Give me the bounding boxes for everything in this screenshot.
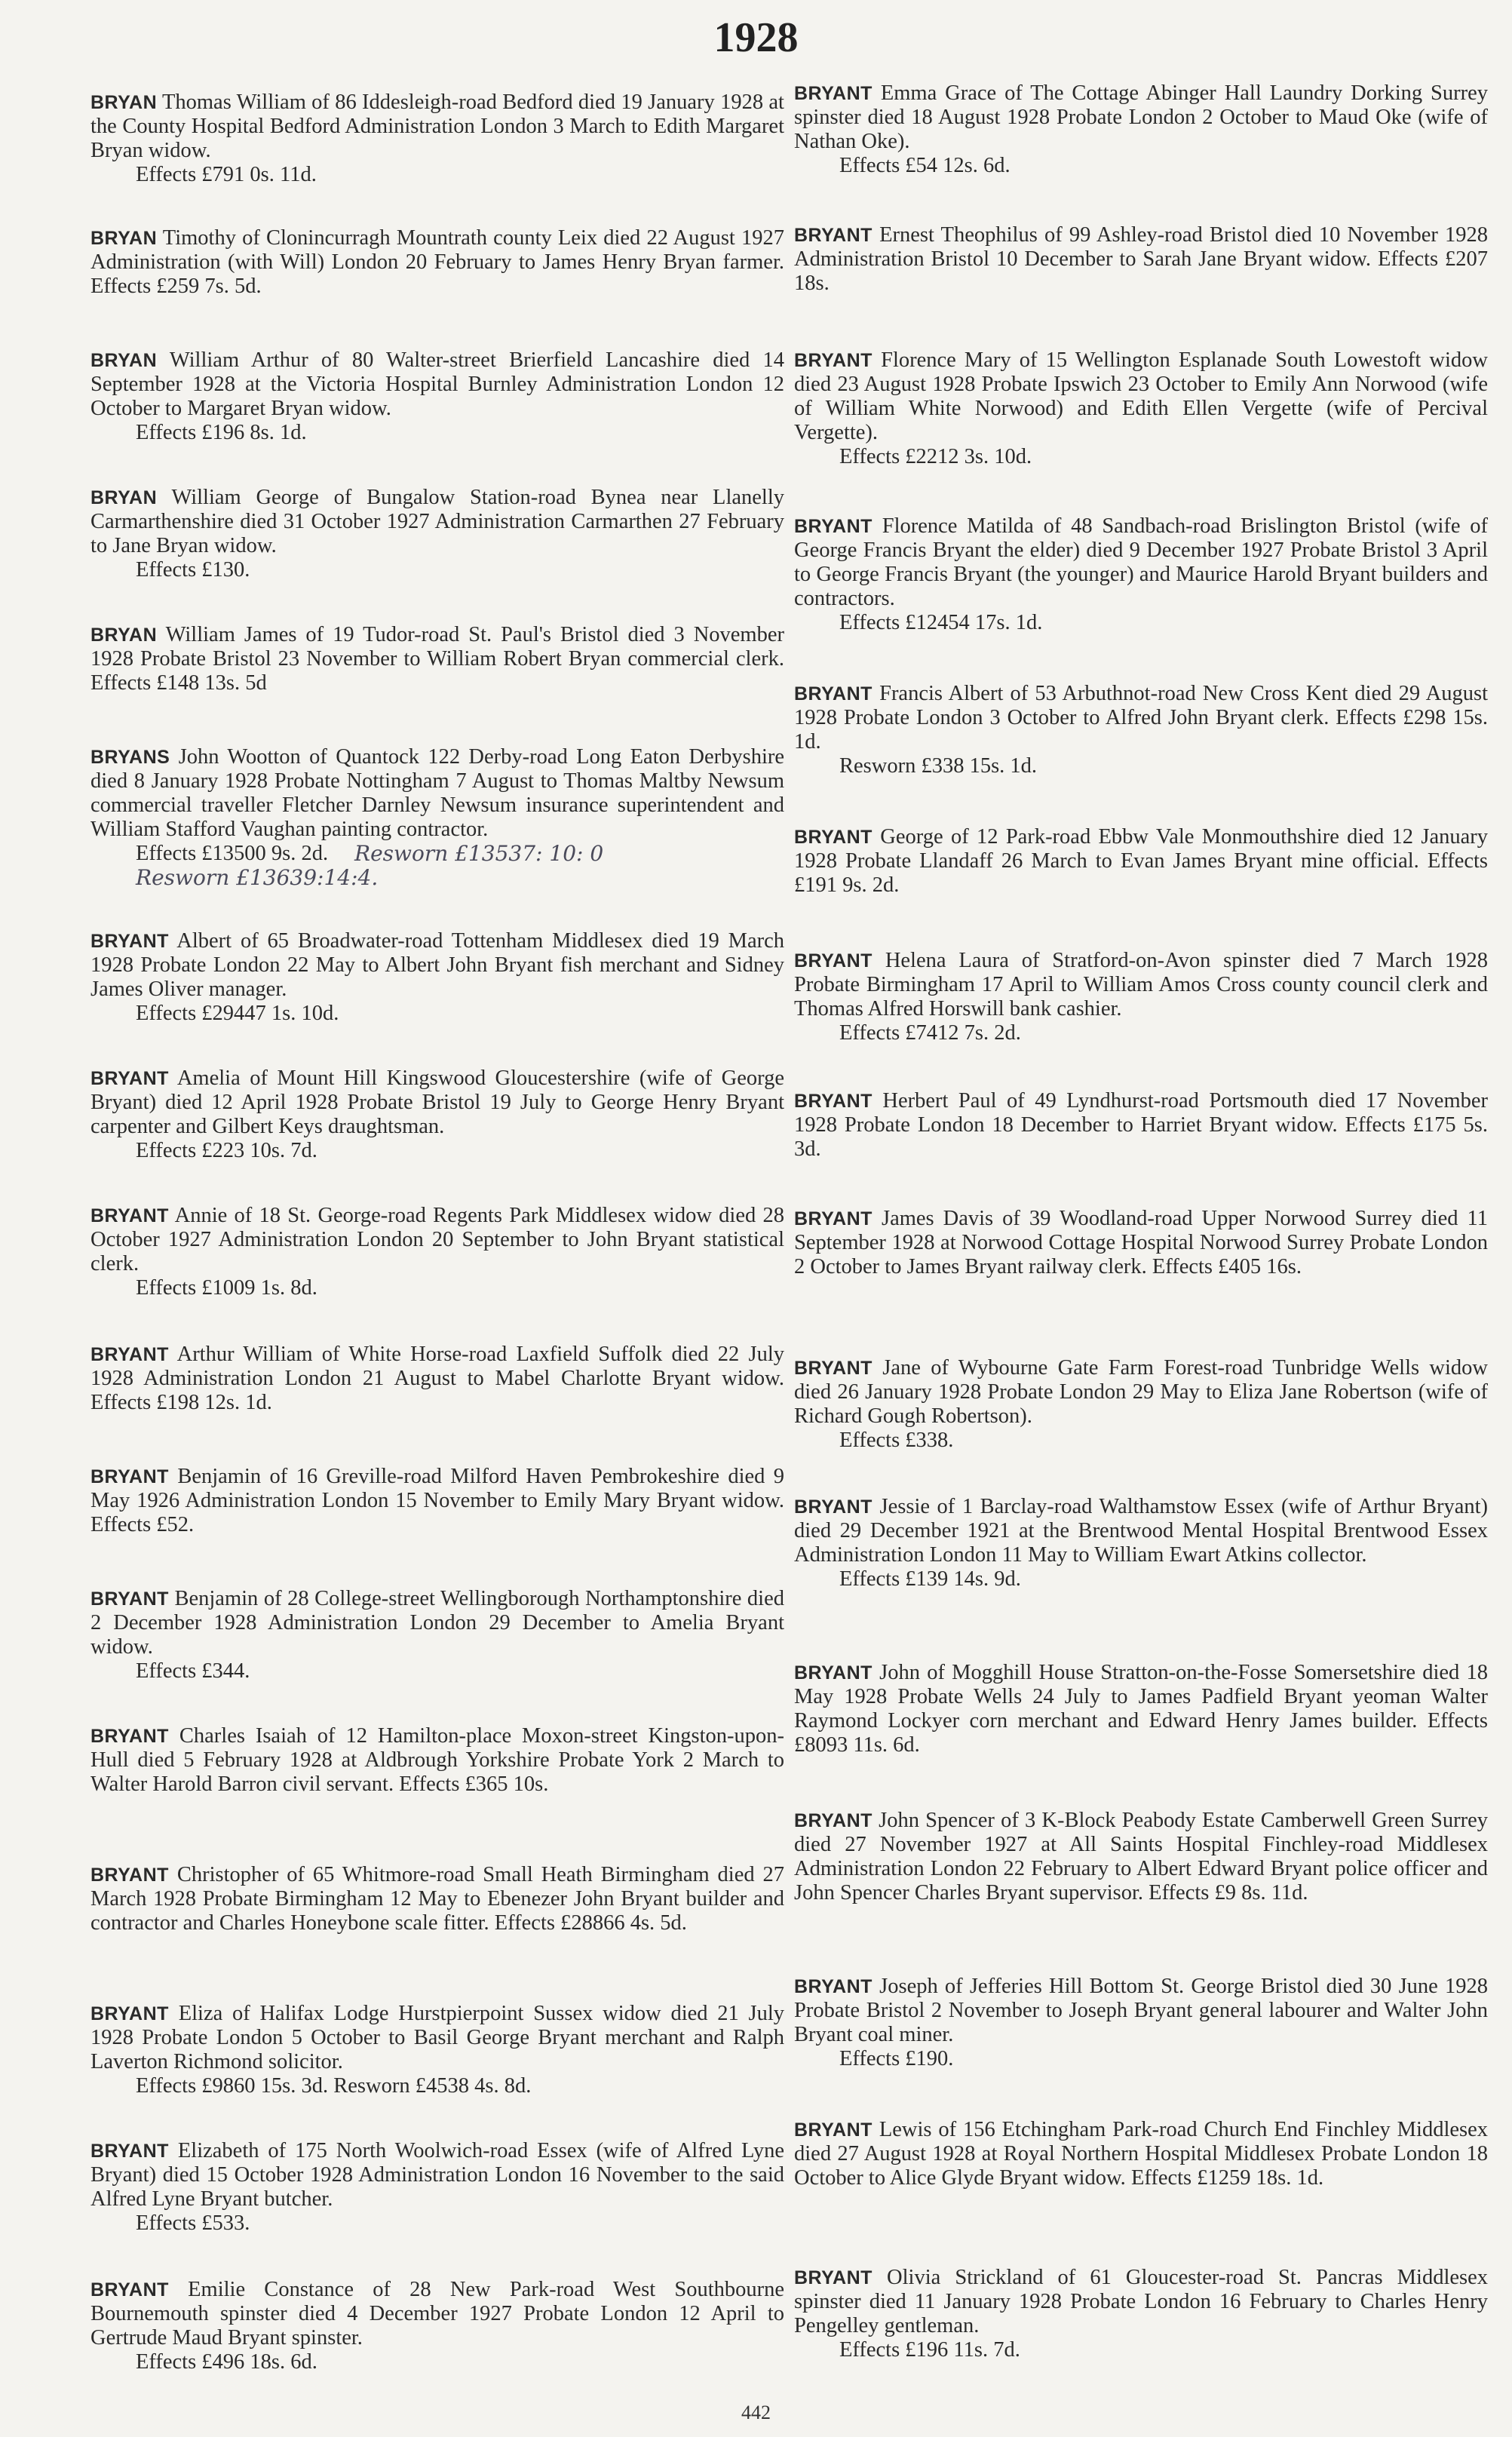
entry-effects: Effects £7412 7s. 2d. [839,1021,1021,1045]
entry-surname: BRYANT [90,1068,169,1089]
register-entry [90,1724,784,1797]
entry-text: Florence Matilda of 48 Sandbach-road Brislington Bristol (wife of George Francis Bryant the elder) died 9 December 1927 Probate Bristol 3 April to George Francis Bryant (the younger) and Maurice Harold Bryant builders and contractors. [794,514,1489,610]
entry-text: Albert of 65 Broadwater-road Tottenham Middlesex died 19 March 1928 Probate London 22 May to Albert John Bryant fish merchant and Sidney James Oliver manager. [90,929,784,1001]
entry-effects: Effects £175 5s. 3d. [794,1113,1488,1161]
register-entry [90,745,784,890]
entry-text: Helena Laura of Stratford-on-Avon spinster died 7 March 1928 Probate Birmingham 17 April to William Amos Cross county council clerk and Thomas Alfred Horswill bank cashier. [794,949,1488,1021]
entry-surname: BRYANT [794,2267,873,2288]
entry-text: John Spencer of 3 K-Block Peabody Estate Camberwell Green Surrey died 27 November 1927 at All Saints Hospital Finchley-road Middlesex Administration London 22 February to Albert Edward Bryant police officer and John Spencer Charles Bryant supervisor. [794,1809,1489,1904]
entry-surname: BRYANT [90,1865,169,1886]
entry-text: Lewis of 156 Etchingham Park-road Church End Finchley Middlesex died 27 August 1928 at Royal Northern Hospital Middlesex Probate London 18 October to Alice Glyde Bryant widow. [794,2118,1489,2190]
entry-effects: Effects £791 0s. 11d. [136,163,317,186]
entry-surname: BRYANT [90,2141,169,2162]
entry-surname: BRYANT [794,1496,873,1518]
entry-effects: Effects £1009 1s. 8d. [136,1276,317,1300]
entry-surname: BRYANT [90,1588,169,1610]
entry-surname: BRYANT [794,1662,873,1683]
register-entry [794,1356,1488,1453]
entry-effects: Effects £405 16s. [1152,1255,1302,1278]
register-entry [794,348,1488,469]
entry-text: Jane of Wybourne Gate Farm Forest-road Tunbridge Wells widow died 26 January 1928 Probate London 29 May to Eliza Jane Robertson (wife of Richard Gough Robertson). [794,1356,1488,1428]
entry-surname: BRYANT [90,1205,169,1226]
entry-text: Emma Grace of The Cottage Abinger Hall Laundry Dorking Surrey spinster died 18 August 1928 Probate London 2 October to Maud Oke (wife of Nathan Oke). [794,81,1488,153]
entry-effects: Effects £496 18s. 6d. [136,2350,317,2374]
entry-effects: Effects £198 12s. 1d. [90,1391,272,1414]
entry-effects: Effects £207 18s. [794,247,1489,295]
register-entry [90,1863,784,1935]
entry-text: Florence Mary of 15 Wellington Esplanade South Lowestoft widow died 23 August 1928 Probate Ipswich 23 October to Emily Ann Norwood (wife of William White Norwood) and Edith Ellen Vergette (wife of Percival Vergette). [794,348,1489,444]
entry-effects-value: Effects £13500 9s. 2d. [136,842,329,865]
entry-effects: Effects £365 10s. [399,1773,549,1796]
register-entry [794,949,1488,1045]
register-entry [794,825,1488,898]
entry-effects: Effects £9860 15s. 3d. Resworn £4538 4s. 8d. [136,2074,532,2098]
entry-surname: BRYAN [90,92,158,113]
entry-effects: Effects £1259 18s. 1d. [1130,2166,1324,2190]
entry-surname: BRYANT [794,225,873,246]
register-entry [90,486,784,582]
entry-effects: Effects £9 8s. 11d. [1149,1881,1308,1904]
entry-effects: Effects £8093 11s. 6d. [794,1709,1489,1757]
register-entry [794,1495,1488,1591]
entry-text: Timothy of Clonincurragh Mountrath county Leix died 22 August 1927 Administration (with Will) London 20 February to James Henry Bryan farmer. [90,226,784,274]
register-entry [794,2118,1488,2190]
entry-text: John Wootton of Quantock 122 Derby-road Long Eaton Derbyshire died 8 January 1928 Probate Nottingham 7 August to Thomas Maltby Newsum commercial traveller Fletcher Darnley Newsum insurance superintendent and William Stafford Vaughan painting contractor. [90,745,785,841]
handwritten-resworn-note: Resworn £13639:14:4. [136,865,379,890]
entry-effects: Resworn £338 15s. 1d. [839,754,1038,778]
entry-surname: BRYAN [90,625,158,646]
entry-surname: BRYANT [794,950,873,971]
entry-surname: BRYANT [794,1091,873,1112]
register-entry [794,1661,1488,1757]
register-entry [90,2278,784,2374]
entry-surname: BRYAN [90,350,158,371]
entry-effects: Effects £28866 4s. 5d. [494,1911,687,1935]
entry-text: Annie of 18 St. George-road Regents Park Middlesex widow died 28 October 1927 Administration London 20 September to John Bryant statistical clerk. [90,1204,784,1275]
entry-surname: BRYANT [794,350,873,371]
entry-text: Herbert Paul of 49 Lyndhurst-road Portsmouth died 17 November 1928 Probate London 18 December to Harriet Bryant widow. [794,1089,1489,1137]
entry-effects: Effects £148 13s. 5d [90,671,267,695]
entry-surname: BRYANT [794,516,873,537]
entry-text: Joseph of Jefferies Hill Bottom St. George Bristol died 30 June 1928 Probate Bristol 2 November to Joseph Bryant general labourer and Walter John Bryant coal miner. [794,1975,1488,2046]
register-entry [794,223,1488,296]
entry-effects: Effects £2212 3s. 10d. [839,445,1032,468]
entry-effects: Effects £130. [136,558,250,582]
page-year-header: 1928 [713,14,799,61]
entry-text: Ernest Theophilus of 99 Ashley-road Bristol died 10 November 1928 Administration Bristol 10 December to Sarah Jane Bryant widow. [794,223,1488,271]
register-entry [794,1809,1488,1905]
entry-effects: Effects £196 11s. 7d. [839,2338,1020,2362]
entry-surname: BRYANT [794,827,873,848]
entry-surname: BRYANT [794,1976,873,1997]
entry-effects: Effects £338. [839,1429,954,1452]
entry-text: Olivia Strickland of 61 Gloucester-road St. Pancras Middlesex spinster died 11 January 1928 Probate London 16 February to Charles Henry Pengelley gentleman. [794,2266,1488,2337]
register-entry [90,2139,784,2236]
entry-text: Jessie of 1 Barclay-road Walthamstow Essex (wife of Arthur Bryant) died 29 December 1921 at the Brentwood Mental Hospital Brentwood Essex Administration London 11 May to William Ewart Atkins collector. [794,1495,1489,1567]
entry-surname: BRYAN [90,228,158,249]
entry-text: Francis Albert of 53 Arbuthnot-road New Cross Kent died 29 August 1928 Probate London 3 October to Alfred John Bryant clerk. Effects £298 15s. 1d. [794,682,1489,754]
entry-surname: BRYANT [794,83,873,104]
entry-effects: Effects £533. [136,2211,250,2235]
entry-effects: Effects £223 10s. 7d. [136,1139,317,1162]
register-entry [794,682,1488,778]
entry-effects: Effects £344. [136,1659,250,1683]
entry-surname: BRYANS [90,747,170,768]
register-entry [90,1204,784,1300]
register-entry [794,2266,1488,2362]
register-entry [90,1465,784,1537]
entry-effects: Effects £259 7s. 5d. [90,275,262,298]
entry-text: John of Mogghill House Stratton-on-the-Fosse Somersetshire died 18 May 1928 Probate Wells 24 July to James Padfield Bryant yeoman Walter Raymond Lockyer corn merchant and Edward Henry James builder. [794,1661,1488,1733]
entry-text: George of 12 Park-road Ebbw Vale Monmouthshire died 12 January 1928 Probate Llandaff 26 March to Evan James Bryant mine official. [794,825,1488,873]
entry-effects: Effects £52. [90,1513,195,1536]
register-entry [794,514,1488,635]
register-entry [90,1343,784,1415]
entry-effects [90,842,784,866]
register-entry [794,81,1488,178]
entry-effects: Effects £29447 1s. 10d. [136,1002,339,1025]
entry-text: William Arthur of 80 Walter-street Brierfield Lancashire died 14 September 1928 at the Victoria Hospital Burnley Administration London 12 October to Margaret Bryan widow. [90,348,784,420]
register-entry [90,1587,784,1683]
entry-text: William James of 19 Tudor-road St. Paul's Bristol died 3 November 1928 Probate Bristol 23 November to William Robert Bryan commercial clerk. [90,623,784,671]
entry-effects: Effects £190. [839,2047,954,2070]
entry-text: Amelia of Mount Hill Kingswood Gloucestershire (wife of George Bryant) died 12 April 1928 Probate Bristol 19 July to George Henry Bryant carpenter and Gilbert Keys draughtsman. [90,1067,784,1138]
entry-surname: BRYANT [794,683,873,704]
entry-effects: Effects £196 8s. 1d. [136,421,307,444]
register-entry [90,623,784,695]
entry-surname: BRYANT [90,1344,169,1365]
register-entry [794,1207,1488,1279]
handwritten-resworn-note: Resworn £13537: 10: 0 [354,841,604,866]
entry-surname: BRYANT [794,1208,873,1229]
entry-surname: BRYANT [90,1726,169,1747]
entry-surname: BRYANT [90,2003,169,2024]
entry-effects: Effects £191 9s. 2d. [794,849,1489,897]
entry-effects: Effects £139 14s. 9d. [839,1567,1021,1591]
entry-text: James Davis of 39 Woodland-road Upper Norwood Surrey died 11 September 1928 at Norwood Cottage Hospital Norwood Surrey Probate London 2 October to James Bryant railway clerk. [794,1207,1488,1278]
register-entry [90,91,784,187]
entry-effects: Effects £12454 17s. 1d. [839,611,1043,634]
entry-text: Thomas William of 86 Iddesleigh-road Bedford died 19 January 1928 at the County Hospital Bedford Administration London 3 March to Edith Margaret Bryan widow. [90,91,784,162]
register-entry [90,2002,784,2098]
register-entry [794,1975,1488,2071]
entry-text: Charles Isaiah of 12 Hamilton-place Moxon-street Kingston-upon-Hull died 5 February 1928 at Aldbrough Yorkshire Probate York 2 March to Walter Harold Barron civil servant. [90,1724,785,1796]
entry-text: Christopher of 65 Whitmore-road Small Heath Birmingham died 27 March 1928 Probate Birmingham 12 May to Ebenezer John Bryant builder and contractor and Charles Honeybone scale fitter. [90,1863,784,1935]
register-entry [90,1067,784,1163]
register-entry [90,929,784,1026]
register-entry [794,1089,1488,1162]
entry-effects: Effects £54 12s. 6d. [839,154,1011,177]
entry-surname: BRYANT [90,2279,169,2300]
entry-text: Emilie Constance of 28 New Park-road West Southbourne Bournemouth spinster died 4 December 1927 Probate London 12 April to Gertrude Maud Bryant spinster. [90,2278,784,2350]
entry-surname: BRYANT [90,931,169,952]
entry-text: Benjamin of 16 Greville-road Milford Haven Pembrokeshire died 9 May 1926 Administration London 15 November to Emily Mary Bryant widow. [90,1465,784,1512]
entry-surname: BRYANT [794,2119,873,2141]
entry-text: Arthur William of White Horse-road Laxfield Suffolk died 22 July 1928 Administration London 21 August to Mabel Charlotte Bryant widow. [90,1343,784,1390]
entry-text: Eliza of Halifax Lodge Hurstpierpoint Sussex widow died 21 July 1928 Probate London 5 October to Basil George Bryant merchant and Ralph Laverton Richmond solicitor. [90,2002,785,2073]
register-entry [90,226,784,299]
page-number: 442 [741,2402,771,2423]
register-entry [90,348,784,445]
entry-text: William George of Bungalow Station-road Bynea near Llanelly Carmarthenshire died 31 October 1927 Administration Carmarthen 27 February to Jane Bryan widow. [90,486,784,557]
entry-surname: BRYAN [90,487,158,508]
entry-surname: BRYANT [90,1466,169,1487]
entry-text: Benjamin of 28 College-street Wellingborough Northamptonshire died 2 December 1928 Administration London 29 December to Amelia Bryant widow. [90,1587,784,1659]
entry-surname: BRYANT [794,1358,873,1379]
entry-text: Elizabeth of 175 North Woolwich-road Essex (wife of Alfred Lyne Bryant) died 15 October 1928 Administration London 16 November to the said Alfred Lyne Bryant butcher. [90,2139,785,2211]
entry-surname: BRYANT [794,1810,873,1831]
